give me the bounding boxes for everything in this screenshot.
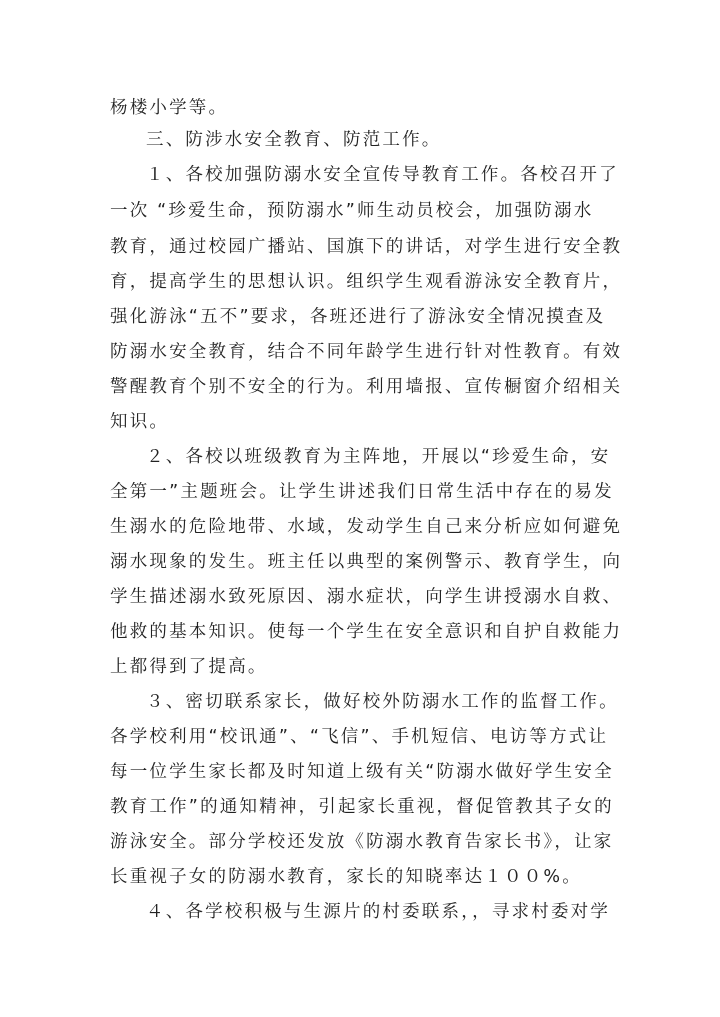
text-line: 警醒教育个别不安全的行为。利用墙报、宣传橱窗介绍相关 [110,377,623,397]
text-line: 长重视子女的防溺水教育，家长的知晓率达１００%。 [110,867,582,887]
section-heading: 三、防涉水安全教育、防范工作。 [146,130,442,150]
text-line: １、各校加强防溺水安全宣传导教育工作。各校召开了 [146,165,619,185]
text-line: ４、各学校积极与生源片的村委联系，，寻求村委对学 [146,902,611,922]
text-line: 知识。 [110,412,170,432]
text-line: 生溺水的危险地带、水域，发动学生自己来分析应如何避免 [110,517,623,537]
text-line: ２、各校以班级教育为主阵地，开展以“珍爱生命，安 [146,447,611,467]
text-line: 育，提高学生的思想认识。组织学生观看游泳安全教育片， [110,272,623,292]
text-line: 防溺水安全教育，结合不同年龄学生进行针对性教育。有效 [110,342,623,362]
text-line: 教育，通过校园广播站、国旗下的讲话，对学生进行安全教 [110,237,623,257]
text-line: 一次 “珍爱生命，预防溺水”师生动员校会，加强防溺水 [110,201,594,221]
text-line: 各学校利用“校讯通”、“飞信”、手机短信、电访等方式让 [110,727,609,747]
text-line: 游泳安全。部分学校还发放《防溺水教育告家长书》，让家 [110,832,614,852]
text-line: 杨楼小学等。 [110,98,229,118]
text-line: 上都得到了提高。 [110,657,268,677]
text-line: 强化游泳“五不”要求，各班还进行了游泳安全情况摸查及 [110,307,606,327]
text-line: 全第一”主题班会。让学生讲述我们日常生活中存在的易发 [110,482,614,502]
text-line: 学生描述溺水致死原因、溺水症状，向学生讲授溺水自救、 [110,587,623,607]
text-line: 溺水现象的发生。班主任以典型的案例警示、教育学生，向 [110,552,623,572]
text-line: ３、密切联系家长，做好校外防溺水工作的监督工作。 [146,692,619,712]
text-line: 每一位学生家长都及时知道上级有关“防溺水做好学生安全 [110,762,614,782]
text-line: 教育工作”的通知精神，引起家长重视，督促管教其子女的 [110,797,614,817]
text-line: 他救的基本知识。使每一个学生在安全意识和自护自救能力 [110,622,623,642]
